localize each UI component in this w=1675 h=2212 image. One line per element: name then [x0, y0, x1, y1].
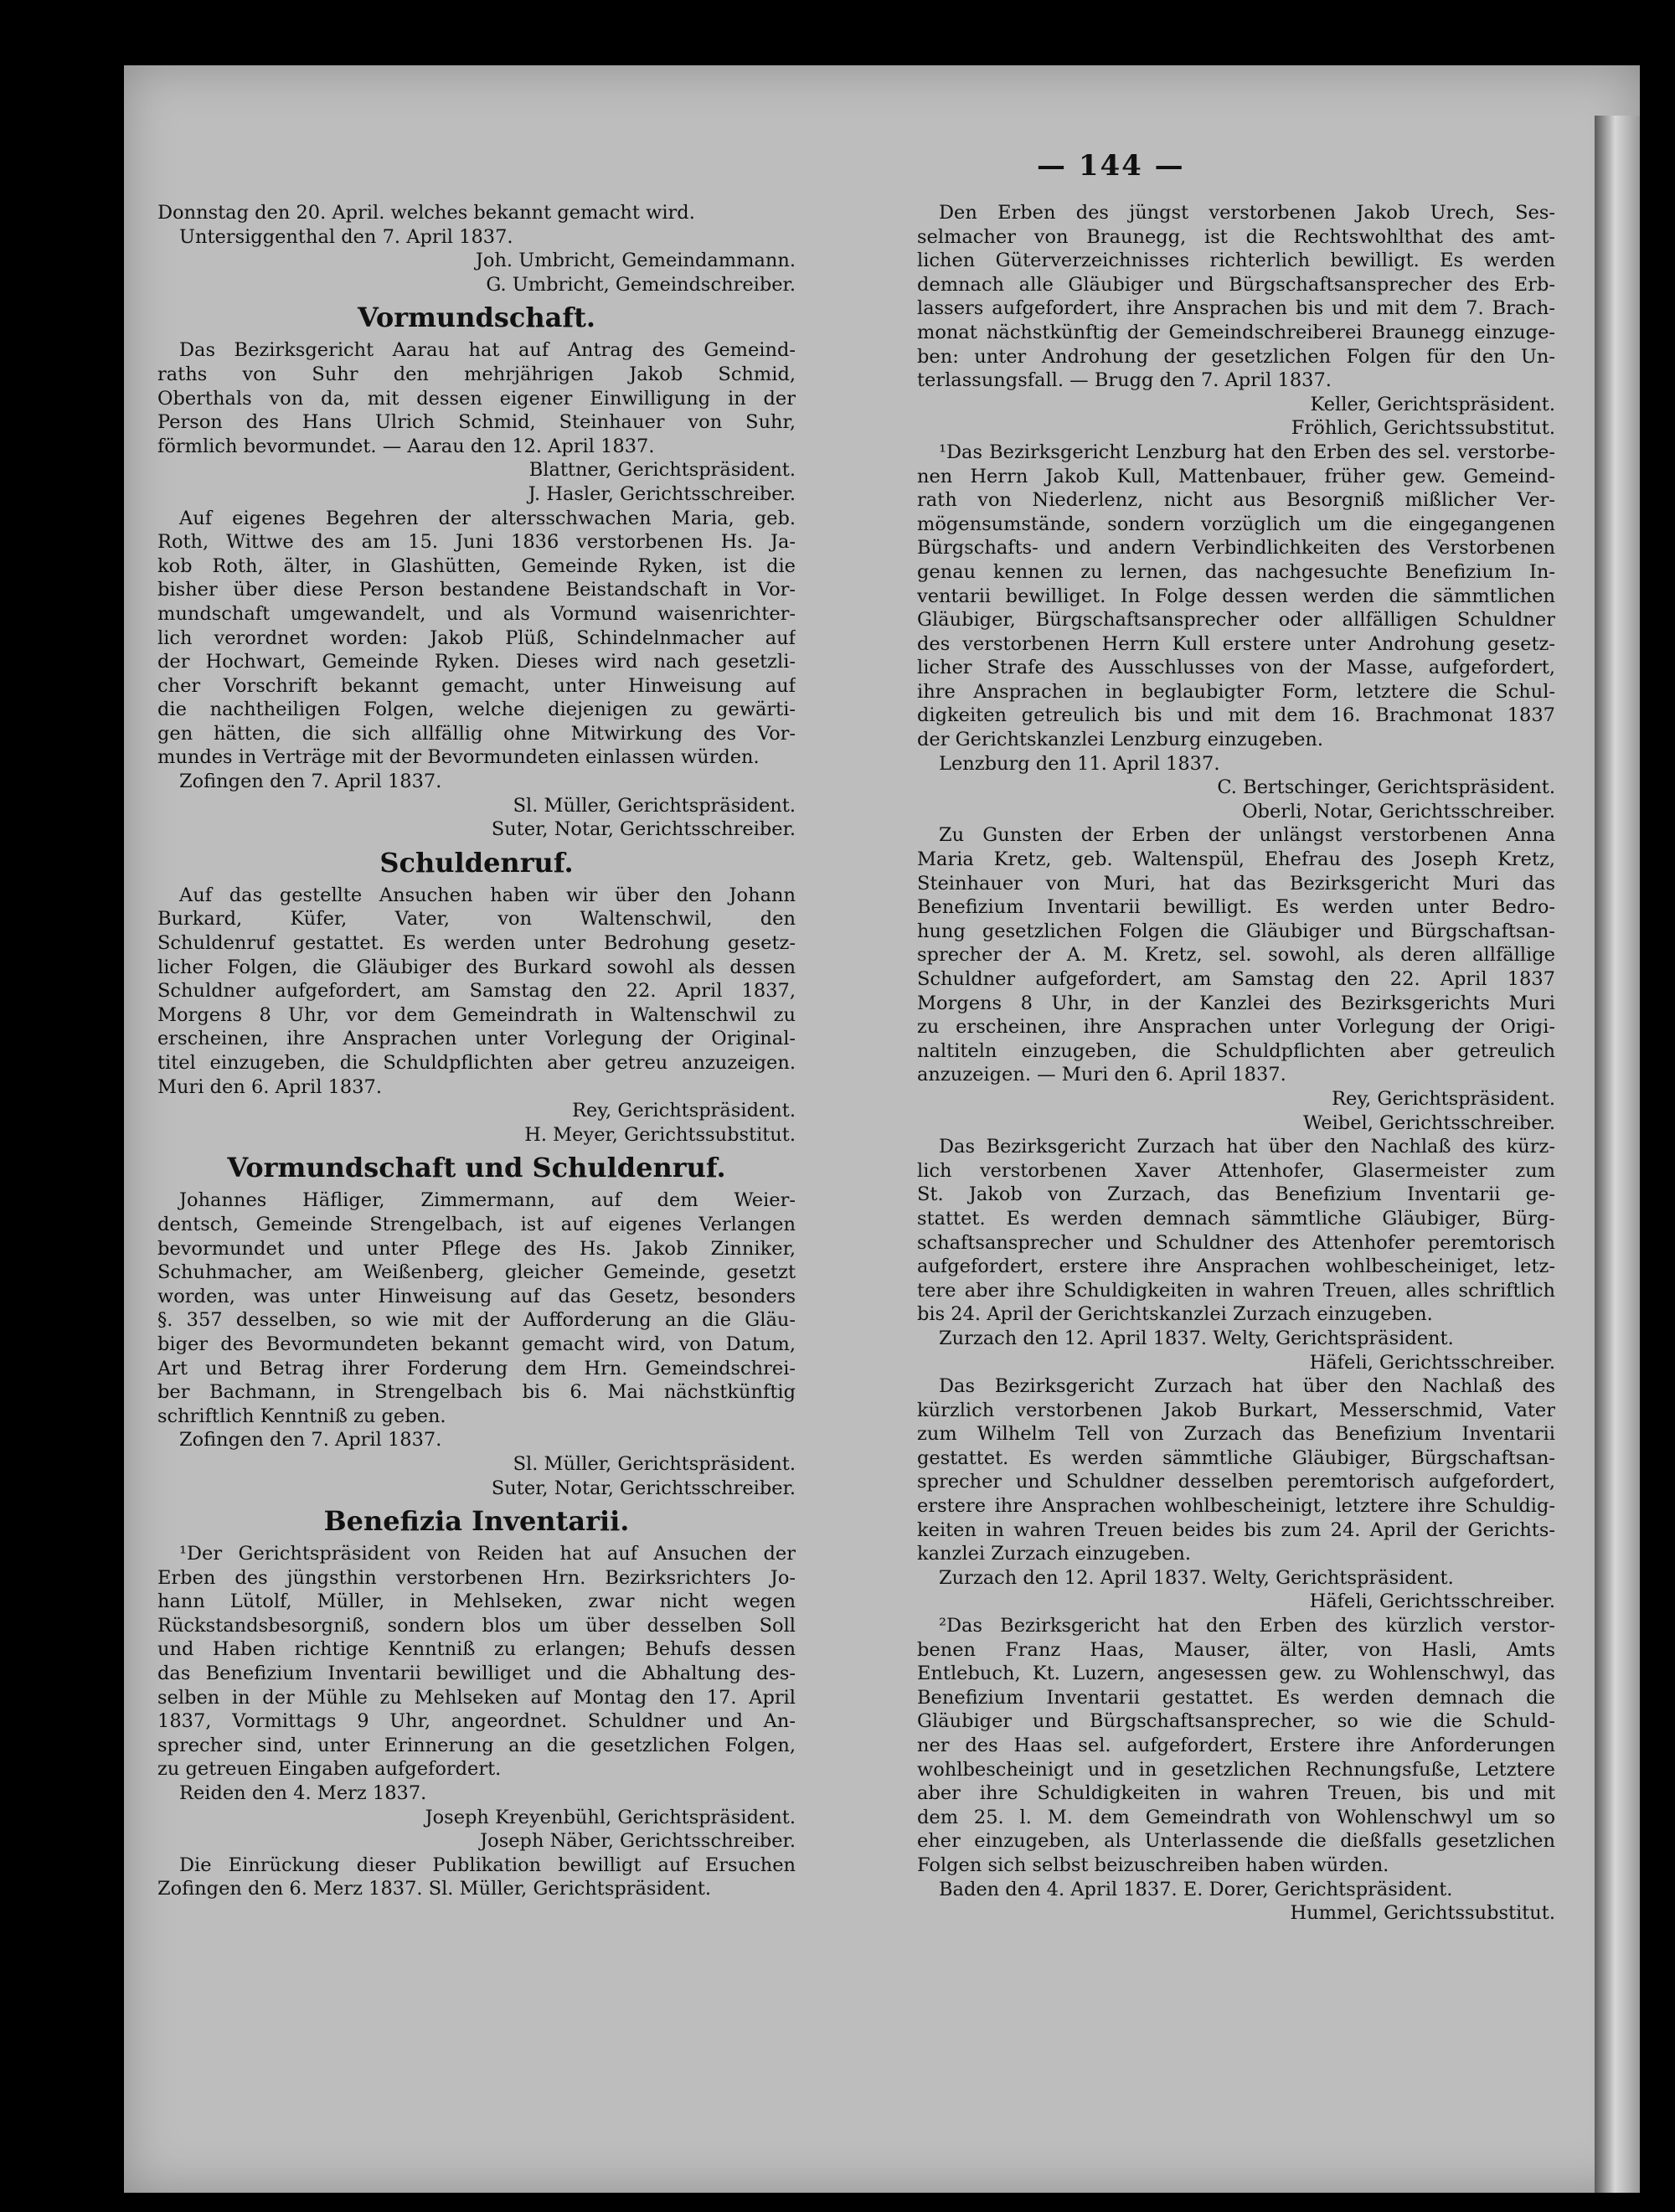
text-line: eher einzugeben, als Unterlassende die dießfalls gesetzlichen — [917, 1830, 1555, 1853]
signature-line: Suter, Notar, Gerichtsschreiber. — [491, 1477, 796, 1499]
text-line: raths von Suhr den mehrjährigen Jakob Schmid, — [157, 363, 796, 385]
left-column — [157, 201, 796, 1901]
text-line: kob Roth, älter, in Glashütten, Gemeinde Ryken, ist die — [157, 554, 796, 577]
text-line: ner des Haas sel. aufgefordert, Erstere ihre Anforderungen — [917, 1735, 1555, 1756]
text-line: Johannes Häfliger, Zimmermann, auf dem Weier- — [179, 1189, 796, 1212]
text-line: Den Erben des jüngst verstorbenen Jakob Urech, Ses- — [939, 202, 1555, 224]
text-line: ventarii bewilliget. In Folge dessen werden die sämmtlichen — [917, 585, 1555, 607]
text-line: Zofingen den 6. Merz 1837. Sl. Müller, Gerichtspräsident. — [157, 1878, 712, 1900]
text-line: Morgens 8 Uhr, in der Kanzlei des Bezirksgerichts Muri — [917, 992, 1555, 1014]
text-line: genau kennen zu lernen, das nachgesuchte Benefizium In- — [917, 560, 1555, 583]
text-line: Art und Betrag ihrer Forderung dem Hrn. Gemeindschrei- — [157, 1357, 796, 1379]
text-line: lassers aufgefordert, ihre Ansprachen bis und mit dem 7. Brach- — [917, 297, 1555, 320]
signature-line: Oberli, Notar, Gerichtsschreiber. — [1242, 800, 1555, 822]
right-column — [917, 201, 1555, 1926]
signature-line: Keller, Gerichtspräsident. — [1310, 393, 1555, 415]
text-line: sprecher und Schuldner desselben peremtorisch aufgefordert, — [917, 1471, 1555, 1493]
text-line: mundes in Verträge mit der Bevormundeten einlassen würden. — [157, 746, 760, 769]
text-line: zu getreuen Eingaben aufgefordert. — [157, 1758, 502, 1781]
date-line: Zofingen den 7. April 1837. — [179, 771, 442, 793]
notice-paragraph — [157, 1542, 796, 1781]
text-line: nen Herrn Jakob Kull, Mattenbauer, früher gew. Gemeind- — [917, 465, 1555, 487]
notice-paragraph — [917, 1374, 1555, 1566]
text-line: hann Lütolf, Müller, in Mehlseken, zwar nicht wegen — [157, 1591, 796, 1613]
text-line: Steinhauer von Muri, hat das Bezirksgericht Muri das — [917, 872, 1555, 895]
signature-line: Rey, Gerichtspräsident. — [572, 1100, 796, 1122]
signature-line: J. Hasler, Gerichtsschreiber. — [528, 482, 796, 505]
text-line: Schuldner aufgefordert, am Samstag den 22. April 1837 — [917, 968, 1555, 990]
section-heading: Vormundschaft und Schuldenruf. — [227, 1152, 726, 1184]
text-line: Auf eigenes Begehren der altersschwachen Maria, geb. — [179, 507, 796, 529]
text-line: gestattet. Es werden sämmtliche Gläubiger, Bürgschaftsan- — [917, 1446, 1555, 1469]
text-line: Entlebuch, Kt. Luzern, angesessen gew. zu Wohlenschwyl, das — [917, 1663, 1555, 1685]
text-line: Das Bezirksgericht Zurzach hat über den Nachlaß des — [939, 1375, 1555, 1398]
text-line: lich verordnet worden: Jakob Plüß, Schindelnmacher auf — [157, 626, 796, 649]
date-line: Lenzburg den 11. April 1837. — [939, 752, 1220, 775]
text-line: demnach alle Gläubiger und Bürgschaftsansprecher des Erb- — [917, 273, 1555, 296]
date-line: Zurzach den 12. April 1837. Welty, Gerichtspräsident. — [939, 1566, 1454, 1589]
signature-line: Suter, Notar, Gerichtsschreiber. — [491, 818, 796, 841]
text-line: biger des Bevormundeten bekannt gemacht wird, von Datum, — [157, 1333, 796, 1355]
text-line: und Haben richtige Kenntniß zu erlangen; Behufs dessen — [157, 1638, 796, 1661]
text-line: ¹Das Bezirksgericht Lenzburg hat den Erben des sel. verstorbe- — [939, 441, 1555, 463]
signature-line: Joseph Näber, Gerichtsschreiber. — [480, 1830, 796, 1853]
text-line: monat nächstkünftig der Gemeindschreiberei Braunegg einzuge- — [917, 321, 1555, 343]
text-line: Gläubiger, Bürgschaftsansprecher oder allfälligen Schuldner — [917, 609, 1555, 632]
text-line: Benefizium Inventarii gestattet. Es werden demnach die — [917, 1686, 1555, 1709]
notice-paragraph — [917, 441, 1555, 752]
text-line: ben: unter Androhung der gesetzlichen Folgen für den Un- — [917, 345, 1555, 368]
text-line: aber ihre Schuldigkeiten in wahren Treuen, bis und mit — [917, 1782, 1555, 1805]
text-line: §. 357 desselben, so wie mit der Aufforderung an die Gläu- — [157, 1309, 796, 1332]
text-line: mögensumstände, sondern vorzüglich um die eingegangenen — [917, 513, 1555, 535]
text-line: des verstorbenen Herrn Kull erstere unter Androhung gesetz- — [917, 632, 1555, 655]
signature-line: H. Meyer, Gerichtssubstitut. — [524, 1123, 796, 1146]
notice-paragraph — [917, 1614, 1555, 1878]
text-line: das Benefizium Inventarii bewilliget und die Abhaltung des- — [157, 1663, 796, 1685]
text-line: Benefizium Inventarii bewilligt. Es werden unter Bedro- — [917, 896, 1555, 919]
text-line: Das Bezirksgericht Zurzach hat über den Nachlaß des kürz- — [939, 1136, 1555, 1158]
signature-line: Hummel, Gerichtssubstitut. — [1290, 1902, 1555, 1925]
text-line: ¹Der Gerichtspräsident von Reiden hat auf Ansuchen der — [179, 1543, 796, 1565]
text-line: tere aber ihre Schuldigkeiten in wahren Treuen, alles schriftlich — [917, 1279, 1555, 1302]
text-line: Schuhmacher, am Weißenberg, gleicher Gemeinde, gesetzt — [157, 1261, 796, 1284]
signature-line: C. Bertschinger, Gerichtspräsident. — [1217, 776, 1555, 799]
text-line: cher Vorschrift bekannt gemacht, unter Hinweisung auf — [157, 674, 796, 697]
text-line: mundschaft umgewandelt, und als Vormund waisenrichter- — [157, 602, 796, 625]
text-line: wohlbescheinigt und in gesetzlichen Rechnungsfuße, Letztere — [917, 1758, 1555, 1781]
text-line: rath von Niederlenz, nicht aus Besorgniß mißlicher Ver- — [917, 489, 1555, 512]
text-line: schriftlich Kenntniß zu geben. — [157, 1405, 446, 1427]
page-number: — 144 — — [1037, 149, 1185, 183]
text-line: förmlich bevormundet. — Aarau den 12. April 1837. — [157, 435, 655, 457]
text-line: Rückstandsbesorgniß, sondern blos um über desselben Soll — [157, 1614, 796, 1637]
text-line: selben in der Mühle zu Mehlseken auf Montag den 17. April — [157, 1686, 796, 1709]
text-line: anzuzeigen. — Muri den 6. April 1837. — [917, 1064, 1286, 1086]
text-line: digkeiten getreulich bis und mit dem 16. Brachmonat 1837 — [917, 704, 1555, 727]
text-line: benen Franz Haas, Mauser, älter, von Hasli, Amts — [917, 1638, 1555, 1661]
text-line: keiten in wahren Treuen beides bis zum 24. April der Gerichts- — [917, 1518, 1555, 1541]
signature-line: Joseph Kreyenbühl, Gerichtspräsident. — [425, 1806, 796, 1828]
signature-line: Joh. Umbricht, Gemeindammann. — [475, 250, 796, 272]
date-line: Zofingen den 7. April 1837. — [179, 1429, 442, 1451]
text-line: Morgens 8 Uhr, vor dem Gemeindrath in Waltenschwil zu — [157, 1003, 796, 1026]
text-line: bisher über diese Person bestandene Beistandschaft in Vor- — [157, 579, 796, 601]
text-line: erscheinen, ihre Ansprachen unter Vorlegung der Original- — [157, 1028, 796, 1050]
text-line: kanzlei Zurzach einzugeben. — [917, 1543, 1192, 1565]
section-heading: Schuldenruf. — [379, 846, 574, 879]
text-line: titel einzugeben, die Schuldpflichten aber getreu anzuzeigen. — [157, 1052, 796, 1074]
text-line: Burkard, Küfer, Vater, von Waltenschwil, den — [157, 908, 796, 931]
text-line: stattet. Es werden demnach sämmtliche Gläubiger, Bürg- — [917, 1207, 1555, 1230]
text-line: Person des Hans Ulrich Schmid, Steinhauer von Suhr, — [157, 411, 796, 434]
section-heading: Vormundschaft. — [357, 302, 596, 334]
date-line: Zurzach den 12. April 1837. Welty, Gerichtspräsident. — [939, 1327, 1454, 1349]
text-line: Die Einrückung dieser Publikation bewilligt auf Ersuchen — [179, 1854, 796, 1876]
text-line: lich verstorbenen Xaver Attenhofer, Glasermeister zum — [917, 1159, 1555, 1182]
signature-line: G. Umbricht, Gemeindschreiber. — [486, 273, 796, 296]
text-line: gen hätten, die sich allfällig ohne Mitwirkung des Vor- — [157, 722, 796, 745]
signature-line: Blattner, Gerichtspräsident. — [528, 459, 796, 482]
notice-paragraph — [157, 338, 796, 458]
text-line: der Hochwart, Gemeinde Ryken. Dieses wird nach gesetzli- — [157, 651, 796, 673]
text-line: ber Bachmann, in Strengelbach bis 6. Mai nächstkünftig — [157, 1381, 796, 1404]
text-line: Maria Kretz, geb. Waltenspül, Ehefrau des Joseph Kretz, — [917, 848, 1555, 871]
text-line: licher Folgen, die Gläubiger des Burkard sowohl als dessen — [157, 956, 796, 978]
date-line: Reiden den 4. Merz 1837. — [179, 1782, 427, 1805]
signature-line: Häfeli, Gerichtsschreiber. — [1309, 1591, 1555, 1613]
notice-paragraph — [157, 1854, 796, 1901]
text-line: worden, was unter Hinweisung auf das Gesetz, besonders — [157, 1285, 796, 1307]
text-line: Erben des jüngsthin verstorbenen Hrn. Bezirksrichters Jo- — [157, 1566, 796, 1589]
text-line: schaftsansprecher und Schuldner des Attenhofer peremtorisch — [917, 1231, 1555, 1254]
signature-line: Weibel, Gerichtsschreiber. — [1302, 1111, 1555, 1134]
text-line: erstere ihre Ansprachen wohlbescheinigt, letztere ihre Schuldig- — [917, 1495, 1555, 1518]
date-line: Untersiggenthal den 7. April 1837. — [179, 225, 513, 248]
page-edge-shadow — [1595, 116, 1640, 2193]
notice-paragraph — [157, 507, 796, 771]
text-line: Gläubiger und Bürgschaftsansprecher, so wie die Schuld- — [917, 1710, 1555, 1733]
text-line: licher Strafe des Ausschlusses von der Masse, aufgefordert, — [917, 657, 1555, 679]
text-line: Donnstag den 20. April. welches bekannt gemacht wird. — [157, 202, 695, 224]
notice-paragraph — [157, 884, 796, 1099]
notice-paragraph — [917, 1135, 1555, 1327]
text-line: der Gerichtskanzlei Lenzburg einzugeben. — [917, 729, 1324, 751]
notice-paragraph — [917, 823, 1555, 1087]
signature-line: Sl. Müller, Gerichtspräsident. — [513, 1452, 796, 1475]
text-line: Zu Gunsten der Erben der unlängst verstorbenen Anna — [939, 824, 1555, 847]
text-line: Roth, Wittwe des am 15. Juni 1836 verstorbenen Hs. Ja- — [157, 531, 796, 554]
text-line: naltiteln einzugeben, die Schuldpflichten aber getreulich — [917, 1039, 1555, 1062]
text-line: St. Jakob von Zurzach, das Benefizium Inventarii ge- — [917, 1183, 1555, 1206]
text-line: Folgen sich selbst beizuschreiben haben würden. — [917, 1854, 1389, 1876]
text-line: kürzlich verstorbenen Jakob Burkart, Messerschmid, Vater — [917, 1399, 1555, 1421]
text-line: dentsch, Gemeinde Strengelbach, ist auf eigenes Verlangen — [157, 1213, 796, 1235]
text-line: bevormundet und unter Pflege des Hs. Jakob Zinniker, — [157, 1237, 796, 1260]
text-line: bis 24. April der Gerichtskanzlei Zurzach einzugeben. — [917, 1303, 1433, 1326]
notice-paragraph — [917, 201, 1555, 393]
text-line: Das Bezirksgericht Aarau hat auf Antrag des Gemeind- — [179, 339, 796, 362]
text-line: zum Wilhelm Tell von Zurzach das Benefizium Inventarii — [917, 1423, 1555, 1446]
text-line: selmacher von Braunegg, ist die Rechtswohlthat des amt- — [917, 225, 1555, 248]
date-line: Baden den 4. April 1837. E. Dorer, Gerichtspräsident. — [939, 1878, 1453, 1900]
text-line: aufgefordert, erstere ihre Ansprachen wohlbescheiniget, letz- — [917, 1256, 1555, 1278]
text-line: die nachtheiligen Folgen, welche diejenigen zu gewärti- — [157, 699, 796, 721]
text-line: Muri den 6. April 1837. — [157, 1075, 382, 1098]
text-line: ²Das Bezirksgericht hat den Erben des kürzlich verstor- — [939, 1615, 1555, 1637]
text-line: dem 25. l. M. dem Gemeindrath von Wohlenschwyl um so — [917, 1806, 1555, 1828]
section-heading: Benefizia Inventarii. — [323, 1505, 630, 1538]
text-line: sprecher sind, unter Erinnerung an die gesetzlichen Folgen, — [157, 1734, 796, 1756]
text-line: ihre Ansprachen in beglaubigter Form, letztere die Schul- — [917, 680, 1555, 703]
text-line: lichen Güterverzeichnisses richterlich bewilligt. Es werden — [917, 250, 1555, 272]
text-line: zu erscheinen, ihre Ansprachen unter Vorlegung der Origi- — [917, 1016, 1555, 1039]
text-line: 1837, Vormittags 9 Uhr, angeordnet. Schuldner und An- — [157, 1710, 796, 1733]
text-line: sprecher der A. M. Kretz, sel. sowohl, als deren allfällige — [917, 944, 1555, 967]
signature-line: Sl. Müller, Gerichtspräsident. — [513, 794, 796, 817]
signature-line: Häfeli, Gerichtsschreiber. — [1309, 1351, 1555, 1374]
text-line: Auf das gestellte Ansuchen haben wir über den Johann — [179, 884, 796, 906]
text-line: Schuldenruf gestattet. Es werden unter Bedrohung gesetz- — [157, 932, 796, 955]
signature-line: Rey, Gerichtspräsident. — [1332, 1087, 1555, 1110]
text-line: hung gesetzlichen Folgen die Gläubiger und Bürgschaftsan- — [917, 920, 1555, 942]
text-line: terlassungsfall. — Brugg den 7. April 1837. — [917, 369, 1332, 392]
signature-line: Fröhlich, Gerichtssubstitut. — [1291, 417, 1555, 440]
notice-paragraph — [157, 1188, 796, 1428]
text-line: Schuldner aufgefordert, am Samstag den 22. April 1837, — [157, 980, 796, 1003]
text-line: Bürgschafts- und andern Verbindlichkeiten des Verstorbenen — [917, 537, 1555, 559]
text-line: Oberthals von da, mit dessen eigener Einwilligung in der — [157, 387, 796, 410]
